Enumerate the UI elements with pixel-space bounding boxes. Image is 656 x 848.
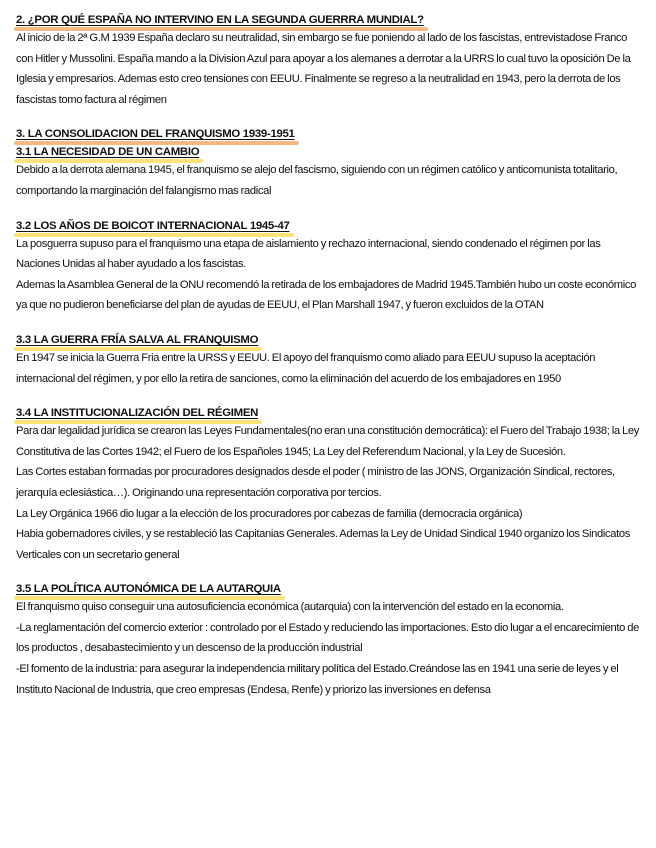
paragraph: En 1947 se inicia la Guerra Fria entre la URSS y EEUU. El apoyo del franquismo como aliado para EEUU supuso la aceptación internacional del régimen, y por ello la retira de sanciones, como la eliminación del acuerdo de los embajadores en 1950 [16, 351, 596, 385]
paragraph: La Ley Orgánica 1966 dio lugar a la elección de los procuradores por cabezas de familia (democracia orgánica) [16, 507, 523, 520]
section-3 [16, 124, 642, 142]
section-3-5 [16, 579, 642, 700]
paragraph: Al inicio de la 2ª G.M 1939 España declaro su neutralidad, sin embargo se fue poniendo al lado de los fascistas, entrevistadose Franco con Hitler y Mussolini. España mando a la Division Azul para apoyar a los alemanes a derrotar a la URRS lo cual tuvo la oposición De la Iglesia y empresarios. Ademas esto creo tensiones con EEUU. Finalmente se regreso a la neutralidad en 1943, pero la derrota de los fascistas tomo factura al régimen [16, 32, 631, 106]
section-3-3 [16, 330, 642, 389]
section-3-4 [16, 403, 642, 565]
paragraph: Ademas la Asamblea General de la ONU recomendó la retirada de los embajadores de Madrid 1945.También hubo un coste económico ya que no pudieron beneficiarse del plan de ayudas de EEUU, el Plan Marshall 1947, y fueron excluidos de la OTAN [16, 278, 636, 312]
subsection-heading: 3.1 LA NECESIDAD DE UN CAMBIO [16, 146, 200, 159]
subsection-heading: 3.4 LA INSTITUCIONALIZACIÓN DEL RÉGIMEN [16, 407, 259, 420]
section-heading: 2. ¿POR QUÉ ESPAÑA NO INTERVINO EN LA SEGUNDA GUERRRA MUNDIAL? [16, 14, 424, 26]
section-3-1 [16, 142, 642, 201]
paragraph: Habia gobernadores civiles, y se restableció las Capitanias Generales. Ademas la Ley de Unidad Sindical 1940 organizo los Sindicatos Verticales con un secretario general [16, 528, 630, 561]
subsection-heading: 3.3 LA GUERRA FRÍA SALVA AL FRANQUISMO [16, 333, 259, 346]
paragraph: -El fomento de la industria: para asegurar la independencia military política del Estado.Creándose las en 1941 una serie de leyes y el Instituto Nacional de Industria, que creo empresas (Endesa, Renfe) y priorizo las inversiones en defensa [16, 663, 619, 696]
subsection-heading: 3.5 LA POLÍTICA AUTONÓMICA DE LA AUTARQUIA [16, 583, 281, 596]
paragraph: El franquismo quiso conseguir una autosuficiencia económica (autarquia) con la intervención del estado en la economia. [16, 601, 564, 614]
section-3-2 [16, 216, 642, 316]
section-2 [16, 10, 642, 110]
paragraph: La posguerra supuso para el franquismo una etapa de aislamiento y rechazo internacional, siendo condenado el régimen por las Naciones Unidas al haber ayudado a los fascistas. [16, 237, 601, 271]
paragraph: Para dar legalidad jurídica se crearon las Leyes Fundamentales(no eran una constitución democrática): el Fuero del Trabajo 1938; la Ley Constitutiva de las Cortes 1942; el Fuero de los Españoles 1945; La Ley del Referendum Nacional, y la Ley de Sucesión. [16, 425, 639, 458]
paragraph: -La reglamentación del comercio exterior : controlado por el Estado y reduciendo las importaciones. Esto dio lugar a el encarecimiento de los productos , desabastecimiento y un descenso de la producción industrial [16, 621, 639, 655]
paragraph: Debido a la derrota alemana 1945, el franquismo se alejo del fascismo, siguiendo con un régimen católico y anticomunista totalitario, comportando la marginación del falangismo mas radical [16, 164, 618, 197]
subsection-heading: 3.2 LOS AÑOS DE BOICOT INTERNACIONAL 1945-47 [16, 219, 290, 232]
section-heading: 3. LA CONSOLIDACION DEL FRANQUISMO 1939-1951 [16, 128, 295, 141]
paragraph: Las Cortes estaban formadas por procuradores designados desde el poder ( ministro de las JONS, Organización Sindical, rectores, jerarquía eclesiástica…). Originando una representación corporativa por tercios. [16, 466, 615, 499]
